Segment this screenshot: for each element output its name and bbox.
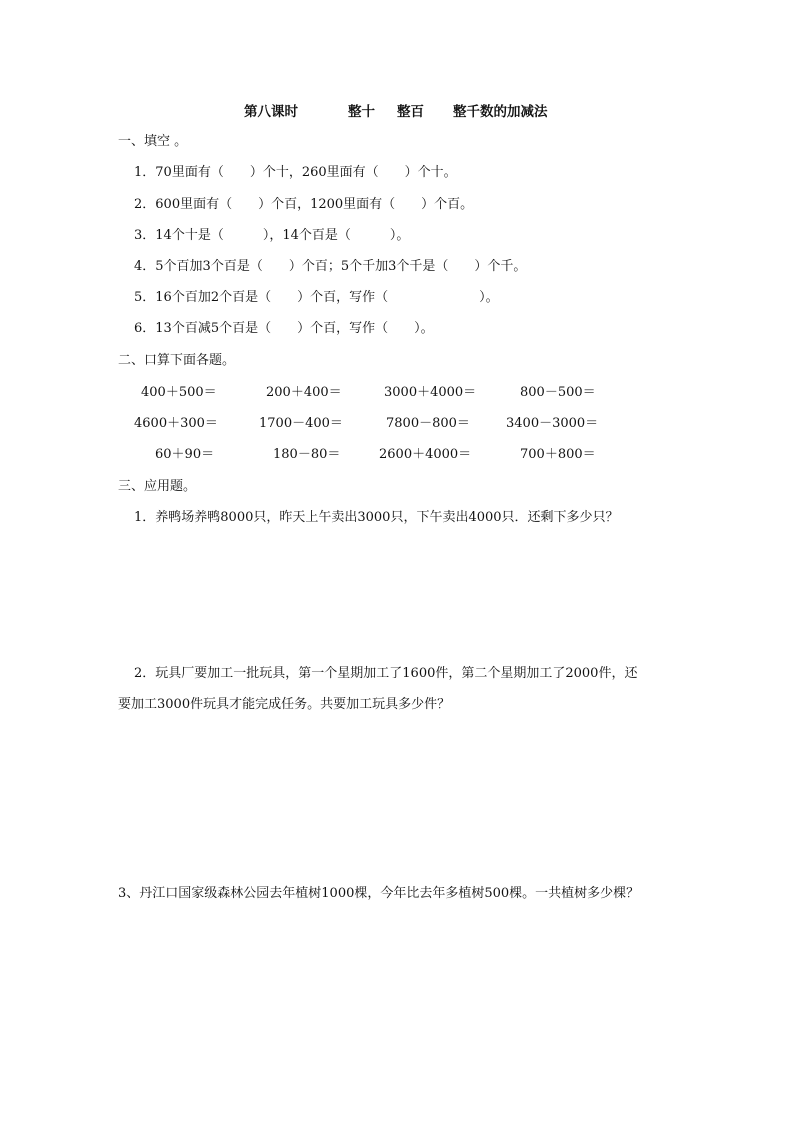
title-thousands: 整千数的加减法 xyxy=(453,104,548,120)
word-problem-3: 3、丹江口国家级森林公园去年植树1000棵，今年比去年多植树500棵。一共植树多少棵？ xyxy=(118,886,640,901)
title-hundreds: 整百 xyxy=(397,104,424,120)
fill-item-5: 5．16个百加2个百是（ ）个百，写作（ ）。 xyxy=(134,290,499,305)
calc-r1-c1: 400＋500＝ xyxy=(141,385,217,400)
calc-r1-c3: 3000＋4000＝ xyxy=(384,385,477,400)
calc-r3-c4: 700＋800＝ xyxy=(520,447,596,462)
calc-r2-c2: 1700－400＝ xyxy=(259,416,343,431)
calc-r2-c1: 4600＋300＝ xyxy=(134,416,218,431)
word-problem-2-line1: 2．玩具厂要加工一批玩具，第一个星期加工了1600件，第二个星期加工了2000件，还 xyxy=(134,666,638,681)
calc-r3-c2: 180－80＝ xyxy=(273,447,341,462)
section1-heading: 一、填空 。 xyxy=(118,134,188,149)
fill-item-3: 3．14个十是（ ），14个百是（ ）。 xyxy=(134,228,410,243)
section2-heading: 二、口算下面各题。 xyxy=(118,353,236,368)
title-lesson: 第八课时 xyxy=(244,104,298,120)
calc-r2-c3: 7800－800＝ xyxy=(386,416,470,431)
calc-r2-c4: 3400－3000＝ xyxy=(506,416,599,431)
fill-item-4: 4．5个百加3个百是（ ）个百；5个千加3个千是（ ）个千。 xyxy=(134,259,527,274)
calc-r1-c4: 800－500＝ xyxy=(520,385,596,400)
calc-r3-c3: 2600＋4000＝ xyxy=(379,447,472,462)
fill-item-6: 6．13个百减5个百是（ ）个百，写作（ ）。 xyxy=(134,321,434,336)
section3-heading: 三、应用题。 xyxy=(118,479,197,494)
title-tens: 整十 xyxy=(348,104,375,120)
fill-item-2: 2．600里面有（ ）个百，1200里面有（ ）个百。 xyxy=(134,197,474,212)
calc-r3-c1: 60＋90＝ xyxy=(155,447,215,462)
word-problem-1: 1．养鸭场养鸭8000只，昨天上午卖出3000只，下午卖出4000只．还剩下多少只？ xyxy=(134,510,619,525)
word-problem-2-line2: 要加工3000件玩具才能完成任务。共要加工玩具多少件？ xyxy=(118,697,451,712)
calc-r1-c2: 200＋400＝ xyxy=(266,385,342,400)
fill-item-1: 1．70里面有（ ）个十，260里面有（ ）个十。 xyxy=(134,165,457,180)
